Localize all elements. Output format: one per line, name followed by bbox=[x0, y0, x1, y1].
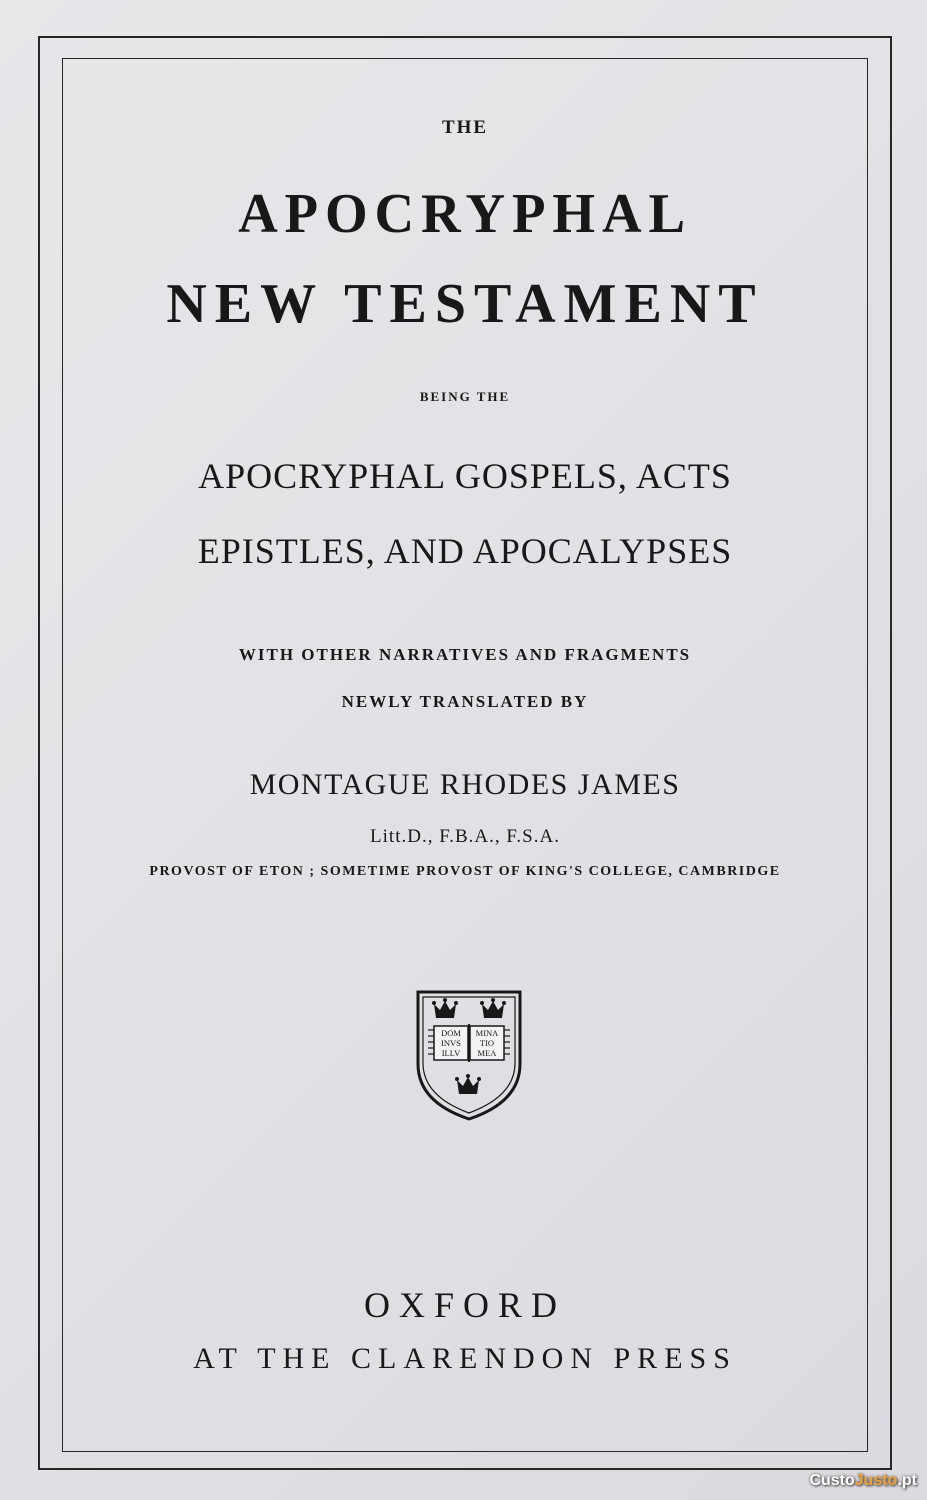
open-book-icon bbox=[428, 1024, 510, 1062]
book-text-right-3: MEA bbox=[477, 1048, 497, 1058]
crown-icon bbox=[480, 998, 506, 1018]
subtitle-line-2: EPISTLES, AND APOCALYPSES bbox=[197, 531, 733, 571]
book-text-left-1: DOM bbox=[441, 1028, 461, 1038]
publication-place: OXFORD bbox=[363, 1285, 567, 1325]
crown-icon bbox=[455, 1074, 481, 1094]
author-position: PROVOST OF ETON ; SOMETIME PROVOST OF KING'S COLLEGE, CAMBRIDGE bbox=[149, 864, 781, 879]
inner-border bbox=[62, 58, 868, 1452]
watermark-part-1: Custo bbox=[809, 1472, 855, 1489]
translated-by-text: NEWLY TRANSLATED BY bbox=[341, 692, 589, 711]
publisher-name: AT THE CLARENDON PRESS bbox=[193, 1342, 737, 1375]
author-degrees: Litt.D., F.B.A., F.S.A. bbox=[370, 826, 560, 847]
book-text-right-1: MINA bbox=[475, 1028, 499, 1038]
book-text-left-2: INVS bbox=[441, 1038, 461, 1048]
other-narratives-text: WITH OTHER NARRATIVES AND FRAGMENTS bbox=[238, 645, 692, 664]
title-article: THE bbox=[441, 117, 489, 138]
crown-icon bbox=[432, 998, 458, 1018]
book-text-left-3: ILLV bbox=[441, 1048, 461, 1058]
watermark-part-2: Justo bbox=[854, 1472, 898, 1489]
book-text-right-2: TIO bbox=[479, 1038, 495, 1048]
watermark-suffix: .pt bbox=[897, 1472, 917, 1489]
title-line-2: NEW TESTAMENT bbox=[166, 273, 764, 335]
author-name: MONTAGUE RHODES JAMES bbox=[249, 768, 681, 801]
being-the-text: BEING THE bbox=[419, 389, 511, 404]
subtitle-line-1: APOCRYPHAL GOSPELS, ACTS bbox=[198, 456, 732, 496]
site-watermark bbox=[809, 1472, 917, 1490]
oxford-arms-icon bbox=[414, 988, 524, 1122]
title-line-1: APOCRYPHAL bbox=[238, 183, 692, 245]
